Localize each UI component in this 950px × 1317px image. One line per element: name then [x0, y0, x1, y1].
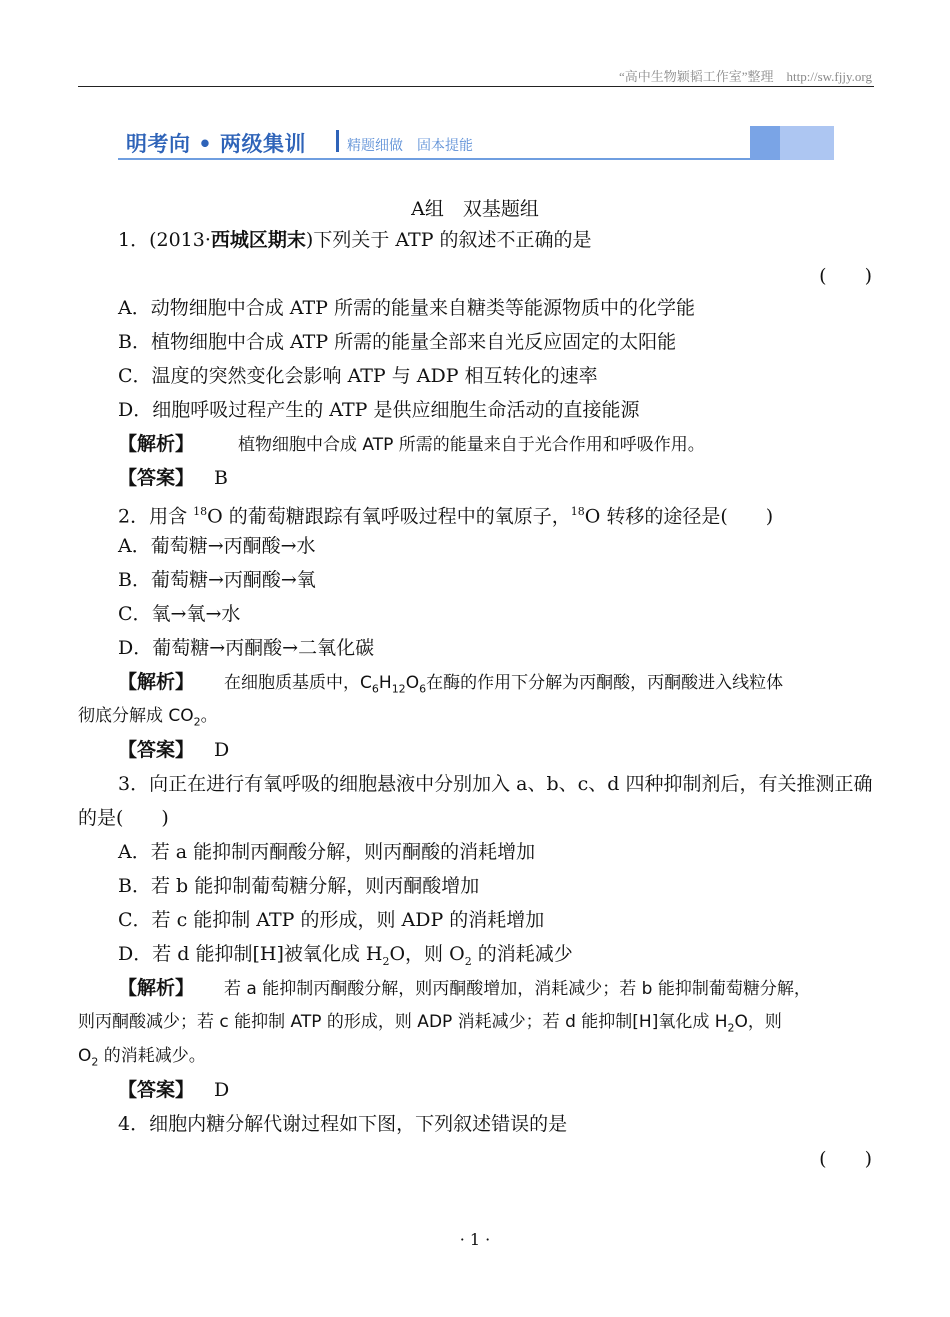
banner-underline: [118, 158, 752, 160]
analysis-continuation: [78, 1044, 206, 1074]
option-b: B．葡萄糖→丙酮酸→氧: [118, 569, 316, 591]
answer-value: D: [214, 1079, 230, 1101]
section-title: A组 双基题组: [411, 198, 539, 220]
option-fragment: O，则 O: [389, 943, 465, 965]
subscript: 2: [382, 954, 390, 968]
subscript: 2: [464, 954, 472, 968]
analysis-label: 【解析】: [118, 671, 195, 693]
option-d: D．细胞呼吸过程产生的 ATP 是供应细胞生命活动的直接能源: [118, 399, 640, 421]
question-1-stem: [118, 228, 592, 252]
banner-decor-block: [780, 126, 834, 160]
question-text: O 的葡萄糖跟踪有氧呼吸过程中的氧原子，: [207, 505, 571, 528]
question-text: 2．用含: [118, 505, 194, 528]
option-fragment: 的消耗减少: [471, 943, 573, 965]
answer-blank: ( ): [819, 1148, 872, 1170]
question-source-name: 西城区期末: [210, 229, 306, 251]
answer-value: B: [214, 467, 228, 489]
option-a: A．若 a 能抑制丙酮酸分解，则丙酮酸的消耗增加: [118, 841, 536, 863]
analysis-fragment: 在细胞质基质中，C: [224, 673, 372, 693]
question-text: O 转移的途径是( ): [584, 505, 774, 528]
option-d: [118, 942, 573, 974]
option-b: B．若 b 能抑制葡萄糖分解，则丙酮酸增加: [118, 875, 480, 897]
analysis-fragment: O: [78, 1046, 92, 1066]
banner-title: 明考向 • 两级集训: [126, 132, 307, 156]
analysis-row: [118, 670, 783, 701]
subscript: 12: [391, 682, 406, 696]
answer-label: 【答案】: [118, 467, 195, 489]
analysis-label: 【解析】: [118, 977, 195, 999]
subscript: 2: [727, 1021, 735, 1035]
question-2-stem: [118, 500, 773, 528]
analysis-fragment: H: [378, 673, 392, 693]
subscript: 6: [371, 682, 379, 696]
page-number: · 1 ·: [459, 1230, 491, 1249]
subscript: 6: [419, 682, 427, 696]
banner-decor-block: [750, 126, 780, 160]
answer-row: [118, 738, 229, 762]
banner-separator: [336, 130, 339, 152]
analysis-row: [118, 432, 705, 457]
option-a: A．动物细胞中合成 ATP 所需的能量来自糖类等能源物质中的化学能: [118, 297, 695, 319]
analysis-text: 植物细胞中合成 ATP 所需的能量来自于光合作用和呼吸作用。: [238, 435, 705, 455]
answer-row: [118, 466, 228, 490]
analysis-fragment: 。: [200, 706, 218, 726]
analysis-continuation: [78, 704, 218, 734]
answer-label: 【答案】: [118, 1079, 195, 1101]
analysis-continuation: [78, 1010, 782, 1040]
banner-subtitle: 精题细做 固本提能: [347, 138, 473, 154]
answer-value: D: [214, 739, 230, 761]
question-3-stem: 3．向正在进行有氧呼吸的细胞悬液中分别加入 a、b、c、d 四种抑制剂后，有关推测正确: [118, 773, 873, 795]
analysis-label: 【解析】: [118, 433, 195, 455]
header-rule: [78, 86, 874, 87]
question-number: 1．: [118, 229, 150, 251]
question-3-stem-continuation: 的是( ): [78, 807, 169, 829]
answer-label: 【答案】: [118, 739, 195, 761]
analysis-fragment: 则丙酮酸减少；若 c 能抑制 ATP 的形成，则 ADP 消耗减少；若 d 能抑制[H]氧化成 H: [78, 1012, 728, 1032]
analysis-fragment: 在酶的作用下分解为丙酮酸，丙酮酸进入线粒体: [426, 673, 784, 693]
option-fragment: D．若 d 能抑制[H]被氧化成 H: [118, 943, 383, 965]
analysis-text: 若 a 能抑制丙酮酸分解，则丙酮酸增加，消耗减少；若 b 能抑制葡萄糖分解，: [224, 979, 811, 999]
question-source: (2013·: [149, 229, 211, 251]
option-c: C．若 c 能抑制 ATP 的形成，则 ADP 的消耗增加: [118, 909, 545, 931]
section-banner: [118, 126, 834, 160]
analysis-row: [118, 976, 811, 1001]
option-a: A．葡萄糖→丙酮酸→水: [118, 535, 316, 557]
question-4-stem: 4．细胞内糖分解代谢过程如下图，下列叙述错误的是: [118, 1113, 568, 1135]
analysis-fragment: O: [405, 673, 420, 693]
superscript: 18: [193, 505, 208, 518]
superscript: 18: [570, 505, 585, 518]
subscript: 2: [193, 715, 201, 729]
option-d: D．葡萄糖→丙酮酸→二氧化碳: [118, 637, 375, 659]
answer-blank: ( ): [819, 265, 872, 287]
question-text: )下列关于 ATP 的叙述不正确的是: [305, 229, 592, 251]
analysis-fragment: 的消耗减少。: [98, 1046, 206, 1066]
answer-row: [118, 1078, 229, 1102]
analysis-fragment: O，则: [734, 1012, 782, 1032]
analysis-fragment: 彻底分解成 CO: [78, 706, 194, 726]
analysis-text: [224, 673, 784, 696]
option-c: C．氧→氧→水: [118, 603, 241, 625]
option-c: C．温度的突然变化会影响 ATP 与 ADP 相互转化的速率: [118, 365, 598, 387]
subscript: 2: [91, 1055, 99, 1069]
page-header-source: “高中生物颖韬工作室”整理 http://sw.fjjy.org: [618, 69, 872, 84]
option-b: B．植物细胞中合成 ATP 所需的能量全部来自光反应固定的太阳能: [118, 331, 677, 353]
